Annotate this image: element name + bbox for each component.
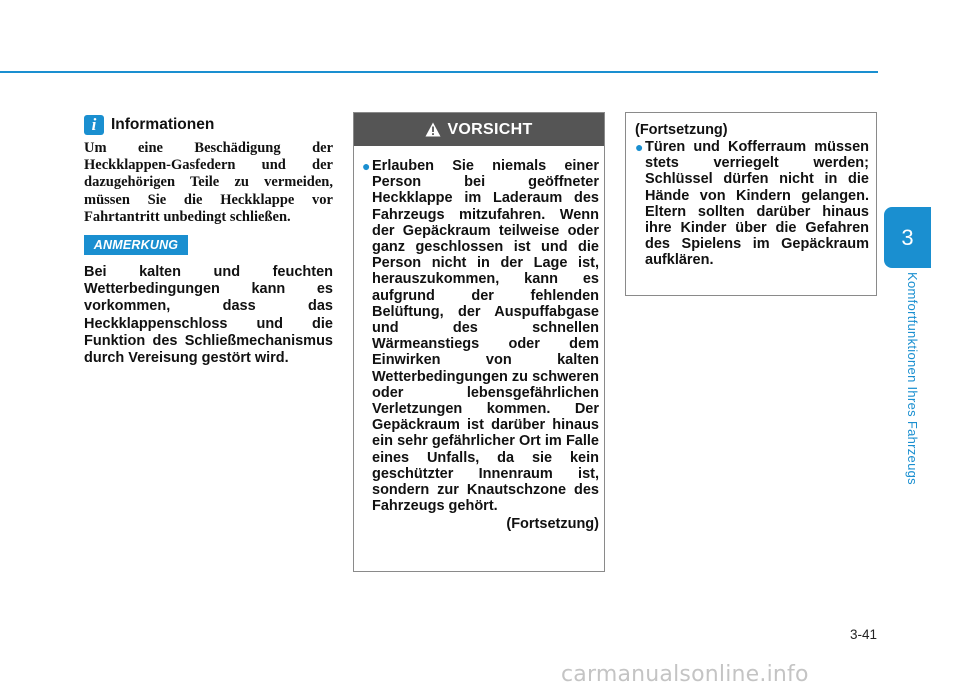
info-title: Informationen <box>111 116 215 133</box>
continuation-item <box>635 139 869 269</box>
page-number: 3-41 <box>849 627 877 642</box>
chapter-title: Komfortfunktionen Ihres Fahrzeugs <box>905 272 920 485</box>
continuation-label: (Fortsetzung) <box>635 122 728 138</box>
caution-item <box>362 158 599 514</box>
chapter-tab: 3 <box>884 207 931 268</box>
caution-content <box>354 146 604 533</box>
caution-item-text: Erlauben Sie niemals einer Person bei geöffneter Heckklappe im Laderaum des Fahrzeugs mitzufahren. Wenn der Gepäckraum teilweise oder ganz geschlossen ist und die Person nicht in der Lage ist, herauszukommen, kann es aufgrund der fehlenden Belüftung, der Auspuffabgase und des schnellen Wärmeanstiegs oder dem Einwirken von kalten Wetterbedingungen zu schweren oder lebensgefährlichen Verletzungen kommen. Der Gepäckraum ist darüber hinaus ein sehr gefährlicher Ort im Falle eines Unfalls, da sie kein geschützter Innenraum ist, sondern zur Knautschzone des Fahrzeugs gehört. <box>372 158 599 515</box>
continuation-item-text: Türen und Kofferraum müssen stets verriegelt werden; Schlüssel dürfen nicht in die Hände von Kindern gelangen. Eltern sollten darüber hinaus ihre Kinder über die Gefahren des Spielens im Gepäckraum aufklären. <box>645 139 869 269</box>
continuation-box <box>625 112 877 296</box>
watermark: carmanualsonline.info <box>561 662 809 687</box>
caution-title: VORSICHT <box>447 120 533 138</box>
bullet-icon: ● <box>635 139 644 155</box>
bullet-icon: ● <box>362 158 371 174</box>
note-text: Bei kalten und feuchten Wetterbedingungen kann es vorkommen, dass das Heckklappenschloss und die Funktion des Schließmechanismus durch Vereisung gestört wird. <box>84 264 333 367</box>
info-icon: i <box>84 115 104 135</box>
note-badge: ANMERKUNG <box>84 235 188 255</box>
caution-box <box>353 112 605 572</box>
continued-label: (Fortsetzung) <box>506 516 599 533</box>
top-rule <box>0 71 878 73</box>
caution-header <box>354 113 604 146</box>
info-heading <box>84 114 214 136</box>
info-text: Um eine Beschädigung der Heckklappen-Gasfedern und der dazugehörigen Teile zu vermeiden, müssen Sie die Heckklappe vor Fahrtantritt unbedingt schließen. <box>84 140 333 225</box>
warning-triangle-icon <box>425 122 441 137</box>
